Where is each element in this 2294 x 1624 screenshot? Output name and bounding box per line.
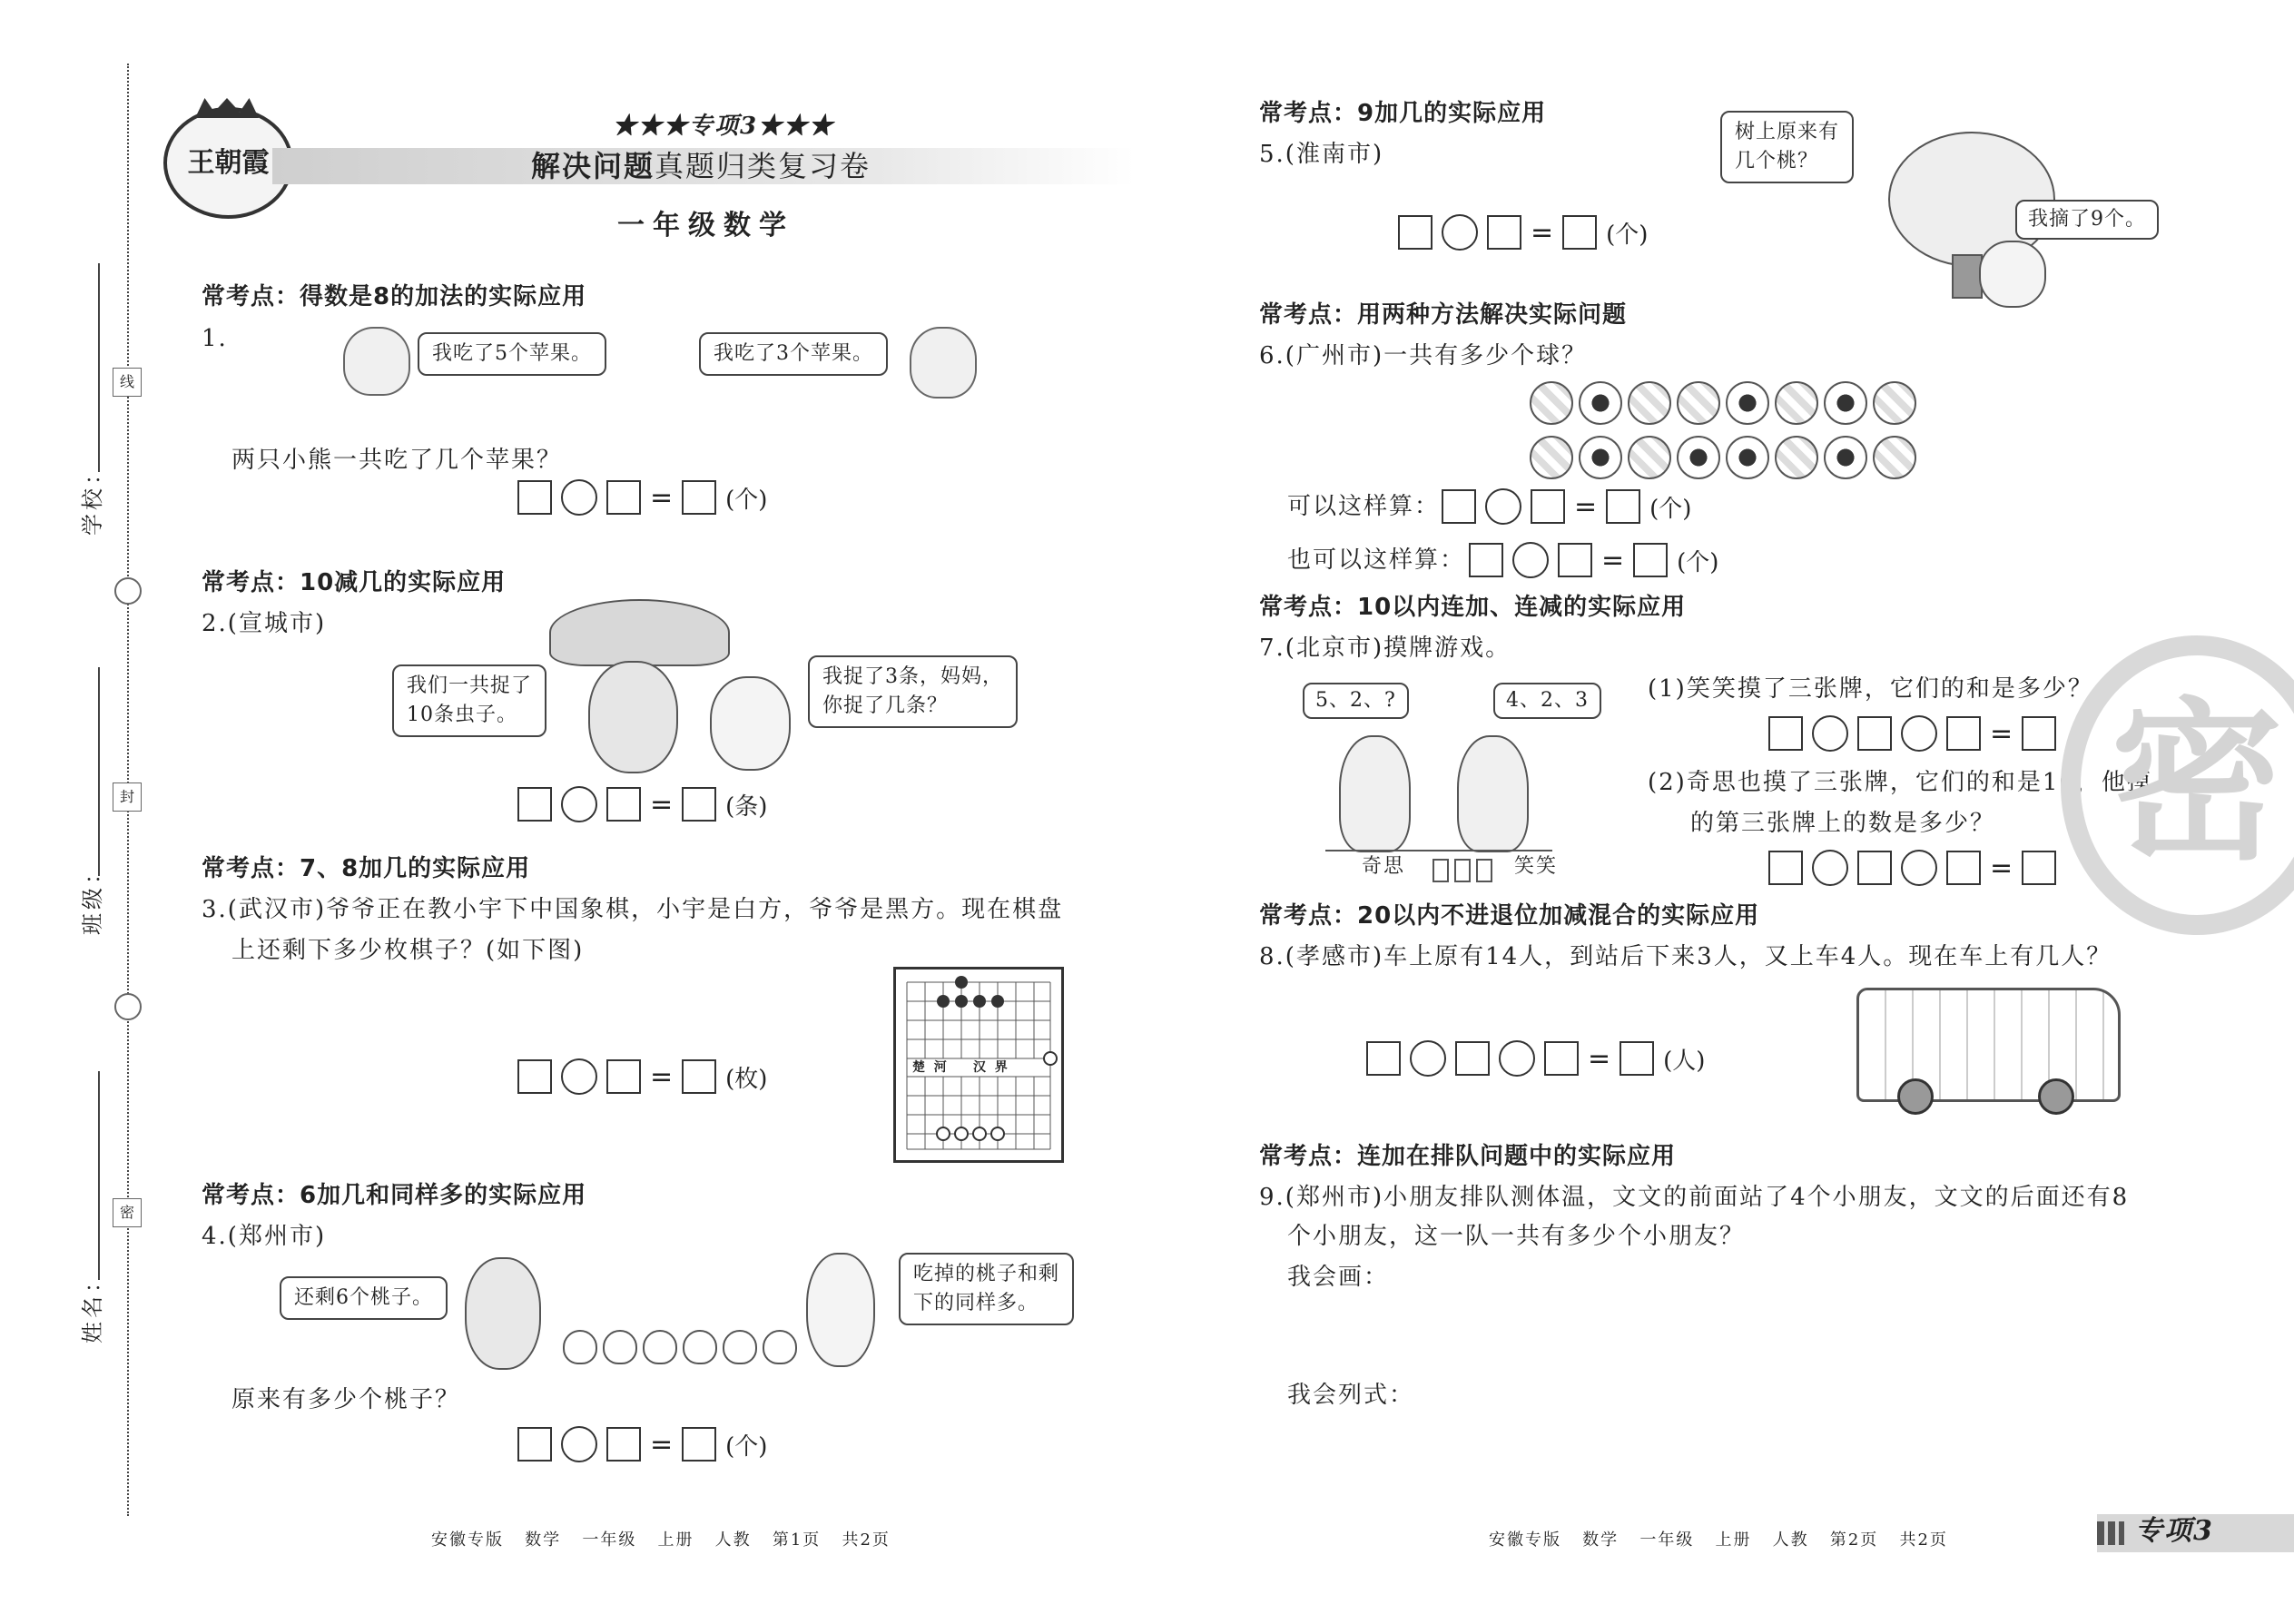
balls-group: [1530, 381, 1913, 479]
name-qisi: 奇思: [1362, 855, 1406, 878]
q6-equation-2: [1469, 541, 1718, 579]
equals-sign: =: [1588, 1042, 1611, 1075]
answer-box[interactable]: [606, 1427, 641, 1462]
kp-8: 常考点：20以内不进退位加减混合的实际应用: [1259, 902, 1760, 930]
answer-box[interactable]: [1366, 1041, 1401, 1076]
beach-ball-icon: [1677, 381, 1720, 425]
school-label: 学校：: [80, 459, 105, 536]
operator-circle[interactable]: [1812, 850, 1848, 886]
q9-line2: 个小朋友，这一队一共有多少个小朋友？: [1287, 1223, 1746, 1250]
class-label: 班级：: [80, 859, 105, 935]
boy-icon: [1339, 735, 1411, 852]
answer-box[interactable]: [1562, 215, 1597, 250]
unit-label: (个): [1606, 221, 1649, 249]
q3-line2: 上还剩下多少枚棋子？(如下图): [231, 937, 585, 964]
answer-box[interactable]: [682, 1059, 716, 1094]
q1-equation: [517, 478, 767, 517]
bear-icon: [910, 327, 977, 399]
soccer-ball-icon: [1824, 436, 1867, 479]
name-xiaoxiao: 笑笑: [1514, 855, 1559, 878]
answer-box[interactable]: [1455, 1041, 1490, 1076]
operator-circle[interactable]: [561, 786, 597, 822]
q7-sub1: (1)笑笑摸了三张牌，它们的和是多少？: [1648, 675, 2093, 703]
operator-circle[interactable]: [1410, 1040, 1446, 1077]
kp-5: 常考点：9加几的实际应用: [1259, 100, 1547, 127]
answer-box[interactable]: [1633, 543, 1668, 577]
beach-ball-icon: [1873, 381, 1916, 425]
answer-box[interactable]: [1398, 215, 1433, 250]
operator-circle[interactable]: [1485, 488, 1521, 525]
q7-equation-2: [1768, 849, 2056, 887]
kp-3: 常考点：7、8加几的实际应用: [202, 855, 531, 882]
answer-box[interactable]: [1544, 1041, 1579, 1076]
operator-circle[interactable]: [1901, 850, 1937, 886]
card-icon: [1476, 859, 1492, 882]
q7-sub2-line2: 的第三张牌上的数是多少？: [1690, 810, 1996, 837]
q9-formula-label: 我会列式：: [1287, 1382, 1415, 1409]
kp-4: 常考点：6加几和同样多的实际应用: [202, 1182, 587, 1209]
peaches-row: [563, 1330, 797, 1364]
q5-bubble-right: 我摘了9个。: [2015, 200, 2159, 240]
answer-box[interactable]: [1768, 716, 1803, 751]
equals-sign: =: [650, 788, 674, 821]
school-blank: [98, 263, 100, 472]
bear-icon: [343, 327, 410, 396]
q4-question: 原来有多少个桃子？: [231, 1386, 461, 1413]
answer-box[interactable]: [517, 480, 552, 515]
operator-circle[interactable]: [1499, 1040, 1535, 1077]
q8-equation: [1366, 1039, 1705, 1078]
beach-ball-icon: [1775, 436, 1818, 479]
peach-icon: [723, 1330, 757, 1364]
monkey-icon: [465, 1257, 541, 1370]
seal-box-2: 封: [113, 782, 142, 812]
soccer-ball-icon: [1726, 436, 1769, 479]
frog-icon: [588, 661, 678, 773]
operator-circle[interactable]: [561, 1426, 597, 1462]
beach-ball-icon: [1628, 436, 1671, 479]
q2-bubble-right-line2: 你捉了几条？: [822, 694, 949, 717]
card-icon: [1433, 859, 1449, 882]
q2-equation: [517, 785, 767, 823]
q2-number: 2.(宣城市): [202, 610, 327, 637]
peach-icon: [683, 1330, 717, 1364]
answer-box[interactable]: [1558, 543, 1592, 577]
beach-ball-icon: [1530, 381, 1573, 425]
q5-number: 5.(淮南市): [1259, 141, 1384, 168]
answer-box[interactable]: [1768, 851, 1803, 885]
unit-label: (个): [1649, 495, 1692, 523]
equals-sign: =: [1990, 851, 2013, 884]
card-icon: [1454, 859, 1471, 882]
footer-right: 安徽专版 数学 一年级 上册 人教 第2页 共2页: [1489, 1530, 1948, 1550]
subject-title: 一年级数学: [617, 210, 794, 241]
answer-box[interactable]: [606, 1059, 641, 1094]
unit-label: (个): [1677, 548, 1719, 576]
series-label: ★★★专项3★★★: [613, 113, 835, 140]
q2-bubble-right-line1: 我捉了3条，妈妈，: [822, 665, 1003, 688]
seal-box-1: 线: [113, 368, 142, 397]
page-title: [531, 151, 871, 182]
q4-number: 4.(郑州市): [202, 1223, 327, 1250]
q5-bubble-left-line2: 几个桃？: [1735, 150, 1819, 172]
answer-box[interactable]: [517, 787, 552, 822]
answer-box[interactable]: [1531, 489, 1565, 524]
q9-line1: 9.(郑州市)小朋友排队测体温，文文的前面站了4个小朋友，文文的后面还有8: [1259, 1184, 2130, 1211]
kp-1: 常考点：得数是8的加法的实际应用: [202, 283, 587, 310]
answer-box[interactable]: [1487, 215, 1521, 250]
equals-sign: =: [650, 1428, 674, 1461]
answer-box[interactable]: [1857, 851, 1892, 885]
answer-box[interactable]: [606, 480, 641, 515]
lotus-leaf-icon: [549, 599, 730, 666]
soccer-ball-icon: [1579, 436, 1622, 479]
class-blank: [98, 667, 100, 876]
operator-circle[interactable]: [561, 1058, 597, 1095]
answer-box[interactable]: [2022, 851, 2056, 885]
answer-box[interactable]: [517, 1427, 552, 1462]
q3-equation: [517, 1058, 767, 1096]
answer-box[interactable]: [1857, 716, 1892, 751]
name-blank: [98, 1071, 100, 1280]
kp-7: 常考点：10以内连加、连减的实际应用: [1259, 594, 1687, 621]
kp-6: 常考点：用两种方法解决实际问题: [1259, 301, 1628, 329]
answer-box[interactable]: [682, 480, 716, 515]
frog-icon: [710, 676, 791, 771]
chess-river-label: 楚 河 汉 界: [912, 1060, 1008, 1075]
answer-box[interactable]: [606, 787, 641, 822]
answer-box[interactable]: [682, 1427, 716, 1462]
operator-circle[interactable]: [1442, 214, 1478, 251]
peach-icon: [643, 1330, 677, 1364]
q7-number: 7.(北京市)摸牌游戏。: [1259, 635, 1511, 662]
answer-box[interactable]: [682, 787, 716, 822]
kp-2: 常考点：10减几的实际应用: [202, 569, 507, 596]
equals-sign: =: [650, 1060, 674, 1093]
q4-bubble-left: 还剩6个桃子。: [280, 1276, 448, 1320]
operator-circle[interactable]: [561, 479, 597, 516]
q6-way1-label: 可以这样算：: [1287, 493, 1441, 520]
watermark-seal: 密: [2061, 635, 2294, 935]
title-bold: 解决问题: [531, 149, 655, 183]
q4-bubble-right-line1: 吃掉的桃子和剩: [913, 1263, 1060, 1285]
q7-equation-1: [1768, 714, 2056, 753]
answer-box[interactable]: [1946, 716, 1981, 751]
soccer-ball-icon: [1824, 381, 1867, 425]
equals-sign: =: [1990, 717, 2013, 750]
unit-label: (枚): [725, 1065, 768, 1093]
q6-way2-label: 也可以这样算：: [1287, 546, 1466, 574]
soccer-ball-icon: [1726, 381, 1769, 425]
unit-label: (个): [725, 486, 768, 514]
monkey-icon: [806, 1253, 875, 1367]
tree-trunk-icon: [1952, 254, 1983, 299]
soccer-ball-icon: [1677, 436, 1720, 479]
answer-box[interactable]: [1620, 1041, 1654, 1076]
answer-box[interactable]: [1442, 489, 1476, 524]
q9-draw-label: 我会画：: [1287, 1264, 1390, 1291]
answer-box[interactable]: [517, 1059, 552, 1094]
soccer-ball-icon: [1579, 381, 1622, 425]
answer-box[interactable]: [1946, 851, 1981, 885]
q1-bubble-left: 我吃了5个苹果。: [418, 332, 606, 376]
answer-box[interactable]: [2022, 716, 2056, 751]
kp-9: 常考点：连加在排队问题中的实际应用: [1259, 1143, 1677, 1170]
title-rest: 真题归类复习卷: [655, 149, 871, 183]
peach-icon: [763, 1330, 797, 1364]
equals-sign: =: [1574, 490, 1598, 523]
q2-bubble-right: [808, 655, 1018, 728]
q6-equation-1: [1442, 487, 1691, 526]
unit-label: (条): [725, 792, 768, 821]
q1-number: 1.: [202, 325, 228, 352]
seal-box-3: 密: [113, 1198, 142, 1227]
beach-ball-icon: [1628, 381, 1671, 425]
q4-equation: [517, 1425, 767, 1463]
equals-sign: =: [650, 481, 674, 514]
cards-icon: [1433, 859, 1492, 882]
footer-left: 安徽专版 数学 一年级 上册 人教 第1页 共2页: [431, 1530, 891, 1550]
q7-bubble-left: 5、2、?: [1303, 683, 1409, 719]
chess-board: [893, 967, 1064, 1163]
q4-bubble-right-line2: 下的同样多。: [913, 1292, 1039, 1314]
q4-bubble-right: [899, 1253, 1074, 1325]
q3-line1: 3.(武汉市)爷爷正在教小宇下中国象棋，小宇是白方，爷爷是黑方。现在棋盘: [202, 896, 1064, 923]
q2-bubble-left-line2: 10条虫子。: [407, 704, 517, 726]
q5-bubble-left: [1720, 111, 1854, 183]
peach-icon: [563, 1330, 597, 1364]
scissor-icon: [114, 577, 142, 605]
beach-ball-icon: [1873, 436, 1916, 479]
q1-bubble-right: 我吃了3个苹果。: [699, 332, 888, 376]
q5-bubble-left-line1: 树上原来有: [1735, 121, 1840, 143]
bus-wheel-icon: [2038, 1078, 2074, 1115]
girl-icon: [1457, 735, 1529, 852]
q7-bubble-right: 4、2、3: [1493, 683, 1601, 719]
unit-label: (人): [1663, 1047, 1706, 1075]
footer-tab-label: 专项3: [2135, 1515, 2214, 1547]
beach-ball-icon: [1530, 436, 1573, 479]
scissor-icon: [114, 993, 142, 1020]
q1-question: 两只小熊一共吃了几个苹果？: [231, 447, 563, 474]
footer-tab-squares: [2097, 1521, 2124, 1545]
q2-bubble-left: [392, 664, 546, 737]
bus-icon: [1856, 988, 2121, 1102]
equals-sign: =: [1531, 216, 1554, 249]
monkey-icon: [1979, 241, 2046, 308]
answer-box[interactable]: [1469, 543, 1503, 577]
logo-crown-icon: [195, 98, 259, 118]
brand-logo: 王朝霞: [163, 107, 293, 219]
operator-circle[interactable]: [1901, 715, 1937, 752]
q5-equation: [1398, 213, 1648, 251]
q2-bubble-left-line1: 我们一共捉了: [407, 674, 533, 697]
unit-label: (个): [725, 1432, 768, 1461]
operator-circle[interactable]: [1512, 542, 1549, 578]
beach-ball-icon: [1775, 381, 1818, 425]
peach-icon: [603, 1330, 637, 1364]
answer-box[interactable]: [1606, 489, 1640, 524]
name-label: 姓名：: [80, 1267, 105, 1343]
operator-circle[interactable]: [1812, 715, 1848, 752]
q6-number: 6.(广州市)一共有多少个球？: [1259, 342, 1588, 369]
q7-sub2-line1: (2)奇思也摸了三张牌，它们的和是10，他摸: [1648, 769, 2152, 796]
bus-wheel-icon: [1897, 1078, 1934, 1115]
q8-question: 8.(孝感市)车上原有14人，到站后下来3人，又上车4人。现在车上有几人？: [1259, 943, 2112, 970]
equals-sign: =: [1601, 544, 1625, 576]
